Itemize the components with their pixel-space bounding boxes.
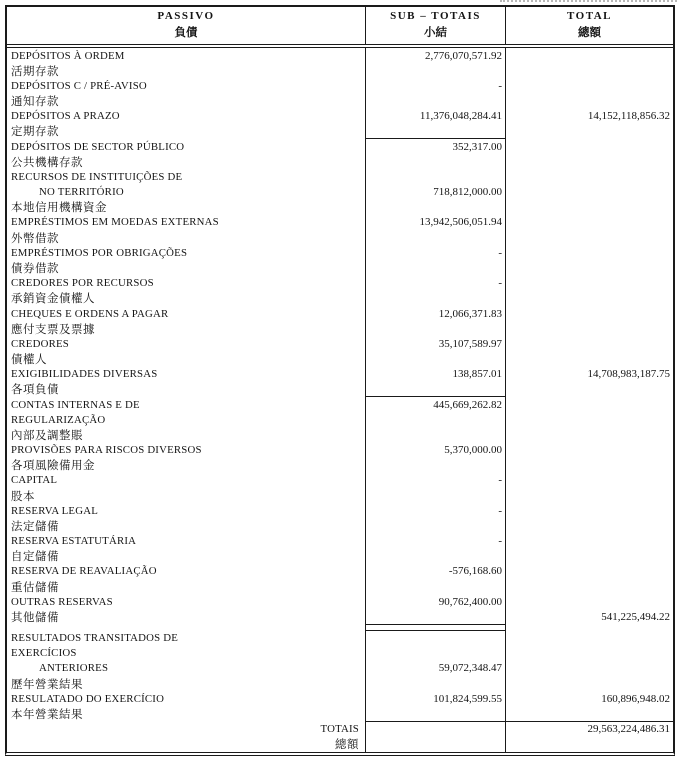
row-label-cell: [7, 722, 366, 737]
row-total-cell: [506, 442, 673, 457]
table-row: [7, 154, 673, 169]
row-label-cell: [7, 306, 366, 321]
row-subtotal-cell: [366, 661, 506, 676]
subtotal-value: 13,942,506,051.94: [419, 216, 502, 229]
row-subtotal-cell: [366, 230, 506, 245]
row-subtotal-cell: [366, 276, 506, 291]
row-total-cell: [506, 169, 673, 184]
header-subtotais-pt: SUB – TOTAIS: [390, 10, 481, 22]
row-subtotal-cell: [366, 412, 506, 427]
row-label-cell: [7, 518, 366, 533]
row-total-cell: [506, 706, 673, 721]
header-total: [506, 7, 673, 44]
table-row: [7, 336, 673, 351]
row-total-cell: [506, 139, 673, 154]
row-label-cell: [7, 442, 366, 457]
row-label: 本年營業結果: [11, 708, 83, 721]
table-row: [7, 737, 673, 752]
row-total-cell: [506, 676, 673, 691]
row-label: RESERVA ESTATUTÁRIA: [11, 535, 137, 548]
row-subtotal-cell: [366, 245, 506, 260]
row-subtotal-cell: [366, 737, 506, 752]
subtotal-value: 2,776,070,571.92: [425, 49, 502, 62]
row-label: PROVISÕES PARA RISCOS DIVERSOS: [11, 444, 202, 457]
row-label-cell: [7, 276, 366, 291]
table-row: [7, 442, 673, 457]
row-subtotal-cell: [366, 185, 506, 200]
header-subtotais-zh: 小結: [424, 27, 447, 39]
row-label-cell: [7, 200, 366, 215]
row-total-cell: [506, 458, 673, 473]
row-label: RESULTADOS TRANSITADOS DE: [11, 632, 179, 645]
row-subtotal-cell: [366, 609, 506, 624]
row-label: 公共機構存款: [11, 156, 83, 169]
row-label: EXIGIBILIDADES DIVERSAS: [11, 368, 158, 381]
row-label-cell: [7, 215, 366, 230]
row-label: 本地信用機構資金: [11, 202, 107, 215]
row-label-cell: [7, 230, 366, 245]
row-label: CREDORES POR RECURSOS: [11, 277, 154, 290]
row-subtotal-cell: [366, 200, 506, 215]
row-subtotal-cell: [366, 534, 506, 549]
row-label-cell: [7, 109, 366, 124]
row-label: 其他儲備: [11, 611, 59, 624]
row-label: TOTAIS: [320, 723, 359, 736]
table-row: [7, 518, 673, 533]
total-value: 14,152,118,856.32: [587, 110, 670, 123]
row-label: DEPÓSITOS A PRAZO: [11, 110, 120, 123]
row-total-cell: [506, 579, 673, 594]
row-subtotal-cell: [366, 397, 506, 412]
row-subtotal-cell: [366, 549, 506, 564]
row-subtotal-cell: [366, 676, 506, 691]
header-passivo: [7, 7, 366, 44]
table-row: [7, 382, 673, 397]
row-label-cell: [7, 594, 366, 609]
row-total-cell: [506, 321, 673, 336]
row-label-cell: [7, 661, 366, 676]
row-label-cell: [7, 412, 366, 427]
table-row: [7, 63, 673, 78]
row-label-cell: [7, 336, 366, 351]
row-label: 活期存款: [11, 65, 59, 78]
row-label: 重估儲備: [11, 581, 59, 594]
row-total-cell: [506, 109, 673, 124]
row-subtotal-cell: [366, 336, 506, 351]
row-subtotal-cell: [366, 706, 506, 721]
row-subtotal-cell: [366, 139, 506, 154]
row-label-cell: [7, 260, 366, 275]
row-total-cell: [506, 691, 673, 706]
row-subtotal-cell: [366, 94, 506, 109]
table-row: [7, 397, 673, 412]
row-total-cell: [506, 609, 673, 624]
row-label-cell: [7, 737, 366, 752]
row-subtotal-cell: [366, 564, 506, 579]
row-label: REGULARIZAÇÃO: [11, 413, 106, 426]
row-total-cell: [506, 631, 673, 646]
row-label: CAPITAL: [11, 474, 58, 487]
row-subtotal-cell: [366, 78, 506, 93]
row-label-cell: [7, 473, 366, 488]
row-subtotal-cell: [366, 260, 506, 275]
row-label-cell: [7, 564, 366, 579]
row-total-cell: [506, 564, 673, 579]
table-row: [7, 139, 673, 154]
row-label: OUTRAS RESERVAS: [11, 595, 113, 608]
subtotal-value: 101,824,599.55: [433, 692, 502, 705]
table-row: [7, 321, 673, 336]
header-subtotais: [366, 7, 506, 44]
row-subtotal-cell: [366, 427, 506, 442]
header-passivo-zh: 負債: [174, 27, 198, 39]
row-label-cell: [7, 382, 366, 397]
row-subtotal-cell: [366, 215, 506, 230]
row-label-cell: [7, 321, 366, 336]
row-label: EMPRÉSTIMOS EM MOEDAS EXTERNAS: [11, 216, 219, 229]
table-row: [7, 185, 673, 200]
subtotal-value: 90,762,400.00: [438, 595, 502, 608]
row-subtotal-cell: [366, 63, 506, 78]
row-label-cell: [7, 534, 366, 549]
table-row: [7, 661, 673, 676]
row-subtotal-cell: [366, 518, 506, 533]
subtotal-value: -: [498, 535, 502, 548]
subtotal-value: 718,812,000.00: [433, 186, 502, 199]
row-label: 股本: [11, 490, 35, 503]
row-subtotal-cell: [366, 488, 506, 503]
row-total-cell: [506, 276, 673, 291]
table-row: [7, 215, 673, 230]
row-subtotal-cell: [366, 48, 506, 63]
row-label-cell: [7, 488, 366, 503]
table-row: [7, 676, 673, 691]
row-subtotal-cell: [366, 109, 506, 124]
table-row: [7, 427, 673, 442]
row-subtotal-cell: [366, 367, 506, 382]
row-label: EMPRÉSTIMOS POR OBRIGAÇÕES: [11, 246, 188, 259]
table-header-row: [7, 7, 673, 48]
row-total-cell: [506, 367, 673, 382]
row-subtotal-cell: [366, 631, 506, 646]
table-row: [7, 488, 673, 503]
row-subtotal-cell: [366, 691, 506, 706]
table-row: [7, 124, 673, 139]
row-total-cell: [506, 351, 673, 366]
row-label: DEPÓSITOS C / PRÉ-AVISO: [11, 79, 147, 92]
row-total-cell: [506, 397, 673, 412]
row-label-cell: [7, 185, 366, 200]
row-total-cell: [506, 646, 673, 661]
row-total-cell: [506, 260, 673, 275]
row-label: RECURSOS DE INSTITUIÇÕES DE: [11, 170, 183, 183]
table-row: [7, 94, 673, 109]
row-total-cell: [506, 154, 673, 169]
row-label: RESERVA LEGAL: [11, 504, 99, 517]
table-row: [7, 367, 673, 382]
table-row: [7, 109, 673, 124]
row-label: EXERCÍCIOS: [11, 647, 77, 660]
table-row: [7, 549, 673, 564]
row-label: 法定儲備: [11, 520, 59, 533]
table-row: [7, 351, 673, 366]
subtotal-value: 5,370,000.00: [444, 444, 502, 457]
row-label: 債券借款: [11, 263, 59, 275]
table-row: [7, 534, 673, 549]
row-label: CONTAS INTERNAS E DE: [11, 398, 140, 411]
row-label: 各項風險備用金: [11, 460, 95, 473]
row-label: NO TERRITÓRIO: [39, 186, 124, 199]
row-total-cell: [506, 306, 673, 321]
row-total-cell: [506, 124, 673, 139]
row-total-cell: [506, 336, 673, 351]
row-subtotal-cell: [366, 722, 506, 737]
row-total-cell: [506, 518, 673, 533]
row-total-cell: [506, 291, 673, 306]
row-subtotal-cell: [366, 382, 506, 397]
row-subtotal-cell: [366, 154, 506, 169]
row-subtotal-cell: [366, 306, 506, 321]
row-label: 應付支票及票據: [11, 323, 95, 336]
row-label: RESERVA DE REAVALIAÇÃO: [11, 565, 157, 578]
row-subtotal-cell: [366, 169, 506, 184]
row-label-cell: [7, 291, 366, 306]
row-label: CREDORES: [11, 337, 69, 350]
row-subtotal-cell: [366, 351, 506, 366]
table-row: [7, 306, 673, 321]
row-total-cell: [506, 185, 673, 200]
table-row: [7, 200, 673, 215]
row-total-cell: [506, 737, 673, 752]
row-label-cell: [7, 78, 366, 93]
page-edge-artifact: [500, 0, 677, 2]
table-row: [7, 691, 673, 706]
row-subtotal-cell: [366, 646, 506, 661]
row-subtotal-cell: [366, 124, 506, 139]
row-label-cell: [7, 63, 366, 78]
header-passivo-pt: PASSIVO: [157, 10, 215, 22]
row-label: RESULATADO DO EXERCÍCIO: [11, 692, 165, 705]
row-total-cell: [506, 488, 673, 503]
row-label: 承銷資金債權人: [11, 293, 95, 306]
row-label-cell: [7, 94, 366, 109]
row-label: 歷年營業結果: [11, 678, 83, 691]
table-row: [7, 412, 673, 427]
subtotal-value: -: [498, 504, 502, 517]
table-row: [7, 245, 673, 260]
row-label: 通知存款: [11, 96, 59, 109]
subtotal-value: 59,072,348.47: [438, 662, 502, 675]
subtotal-value: -: [498, 277, 502, 290]
total-value: 14,708,983,187.75: [587, 368, 670, 381]
table-row: [7, 473, 673, 488]
row-label-cell: [7, 676, 366, 691]
table-row: [7, 169, 673, 184]
subtotal-value: 138,857.01: [452, 368, 502, 381]
row-label-cell: [7, 48, 366, 63]
subtotal-value: -: [498, 246, 502, 259]
row-label-cell: [7, 691, 366, 706]
row-subtotal-cell: [366, 291, 506, 306]
row-label-cell: [7, 367, 366, 382]
row-total-cell: [506, 412, 673, 427]
row-subtotal-cell: [366, 442, 506, 457]
row-subtotal-cell: [366, 594, 506, 609]
row-label-cell: [7, 579, 366, 594]
row-label-cell: [7, 351, 366, 366]
row-label: 各項負債: [11, 384, 59, 397]
row-label-cell: [7, 631, 366, 646]
total-value: 160,896,948.02: [601, 692, 670, 705]
row-label-cell: [7, 549, 366, 564]
subtotal-value: -: [498, 474, 502, 487]
subtotal-value: 352,317.00: [452, 140, 502, 153]
table-row: [7, 260, 673, 275]
table-row: [7, 291, 673, 306]
row-label-cell: [7, 609, 366, 624]
row-label-cell: [7, 706, 366, 721]
row-total-cell: [506, 503, 673, 518]
subtotal-value: -576,168.60: [448, 565, 502, 578]
row-label: ANTERIORES: [39, 662, 109, 675]
row-total-cell: [506, 661, 673, 676]
row-label-cell: [7, 458, 366, 473]
row-total-cell: [506, 722, 673, 737]
row-label: CHEQUES E ORDENS A PAGAR: [11, 307, 169, 320]
row-total-cell: [506, 78, 673, 93]
row-subtotal-cell: [366, 503, 506, 518]
table-row: [7, 230, 673, 245]
row-label: 總額: [335, 739, 359, 752]
table-row: [7, 458, 673, 473]
row-total-cell: [506, 48, 673, 63]
row-label: 債權人: [11, 354, 47, 367]
table-row: [7, 503, 673, 518]
total-value: 29,563,224,486.31: [587, 723, 670, 736]
row-label: 外幣借款: [11, 232, 59, 245]
row-total-cell: [506, 200, 673, 215]
row-label: 定期存款: [11, 126, 59, 139]
row-label-cell: [7, 427, 366, 442]
table-row: [7, 609, 673, 624]
row-label: 內部及調整賬: [11, 429, 83, 442]
row-label-cell: [7, 169, 366, 184]
subtotal-value: -: [498, 79, 502, 92]
row-label-cell: [7, 397, 366, 412]
liabilities-table: [5, 5, 675, 756]
row-label-cell: [7, 503, 366, 518]
table-body: [7, 48, 673, 752]
row-label: 自定儲備: [11, 551, 59, 564]
row-subtotal-cell: [366, 473, 506, 488]
row-label-cell: [7, 154, 366, 169]
row-label-cell: [7, 245, 366, 260]
row-total-cell: [506, 230, 673, 245]
table-row: [7, 78, 673, 93]
header-total-zh: 總額: [578, 27, 601, 39]
table-row: [7, 276, 673, 291]
row-total-cell: [506, 594, 673, 609]
row-subtotal-cell: [366, 579, 506, 594]
row-total-cell: [506, 427, 673, 442]
row-subtotal-cell: [366, 321, 506, 336]
row-total-cell: [506, 215, 673, 230]
subtotal-value: 35,107,589.97: [438, 337, 502, 350]
row-label-cell: [7, 646, 366, 661]
row-total-cell: [506, 549, 673, 564]
row-label-cell: [7, 139, 366, 154]
subtotal-value: 11,376,048,284.41: [419, 110, 502, 123]
total-value: 541,225,494.22: [601, 610, 670, 623]
subtotal-value: 12,066,371.83: [438, 307, 502, 320]
table-row: [7, 646, 673, 661]
table-row: [7, 579, 673, 594]
table-row: [7, 722, 673, 737]
row-total-cell: [506, 382, 673, 397]
table-row: [7, 594, 673, 609]
table-row: [7, 631, 673, 646]
row-total-cell: [506, 94, 673, 109]
row-label: DEPÓSITOS DE SECTOR PÚBLICO: [11, 140, 185, 153]
row-subtotal-cell: [366, 458, 506, 473]
table-row: [7, 706, 673, 721]
row-label: DEPÓSITOS À ORDEM: [11, 49, 125, 62]
table-row: [7, 48, 673, 63]
row-total-cell: [506, 245, 673, 260]
row-total-cell: [506, 534, 673, 549]
row-total-cell: [506, 63, 673, 78]
row-total-cell: [506, 473, 673, 488]
header-total-pt: TOTAL: [567, 10, 612, 22]
table-row: [7, 564, 673, 579]
subtotal-value: 445,669,262.82: [433, 398, 502, 411]
row-label-cell: [7, 124, 366, 139]
